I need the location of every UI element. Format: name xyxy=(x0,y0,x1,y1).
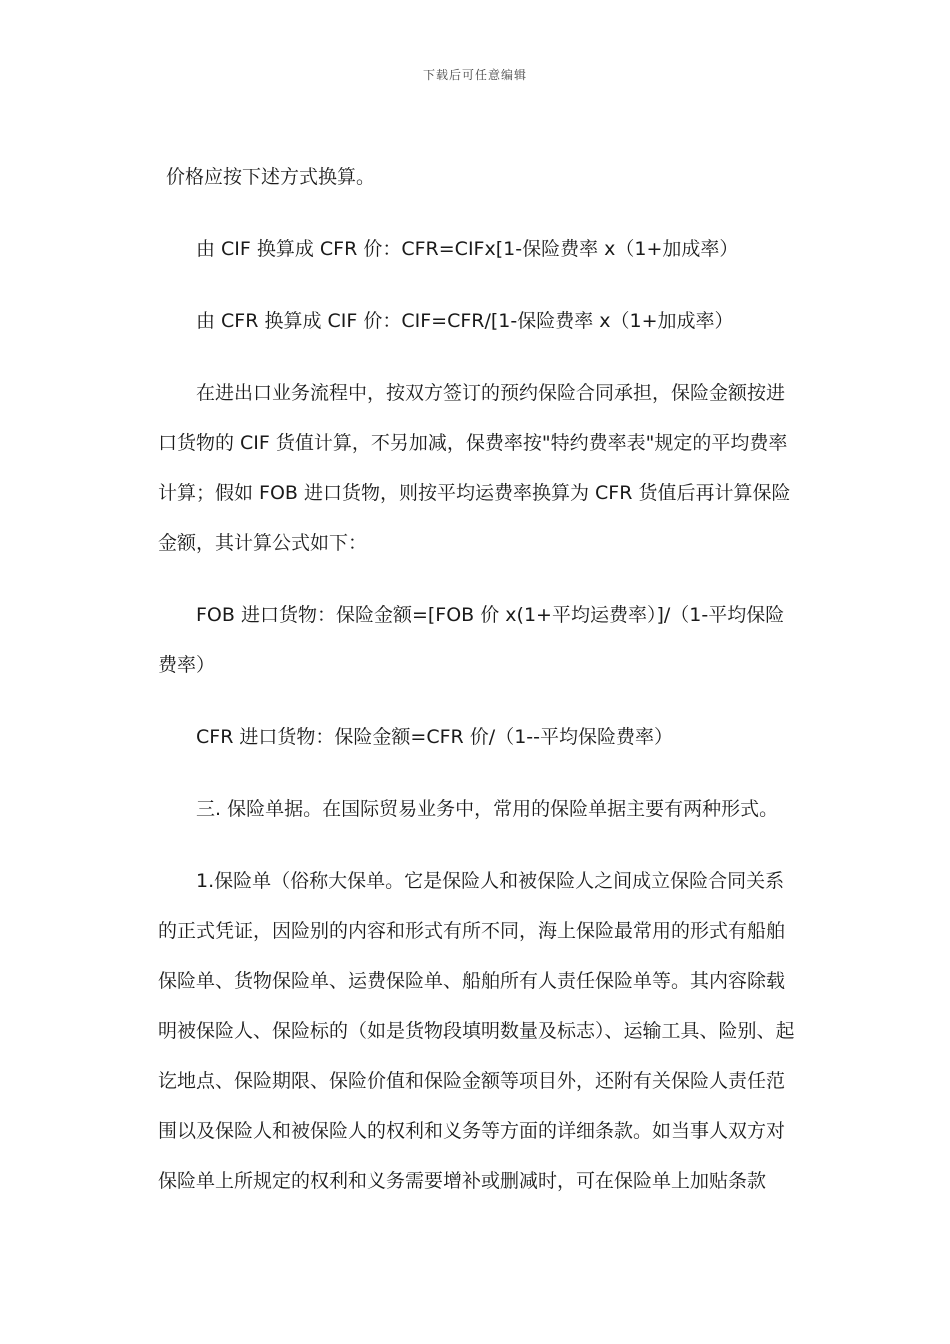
paragraph-insurance-policy: 1.保险单（俗称大保单。它是保险人和被保险人之间成立保险合同关系的正式凭证，因险别的内容和形式有所不同，海上保险最常用的形式有船舶保险单、货物保险单、运费保险单、船舶所有人责任保险单等。其内容除载明被保险人、保险标的（如是货物段填明数量及标志）、运输工具、险别、起讫地点、保险期限、保险价值和保险金额等项目外，还附有关保险人责任范围以及保险人和被保险人的权利和义务等方面的详细条款。如当事人双方对保险单上所规定的权利和义务需要增补或删减时，可在保险单上加贴条款 xyxy=(158,870,795,1192)
formula-fob-import: FOB 进口货物：保险金额=[FOB 价 x(1+平均运费率）]/（1-平均保险费率） xyxy=(158,604,785,676)
document-body xyxy=(158,152,798,1228)
formula-cfr-to-cif: 由 CFR 换算成 CIF 价：CIF=CFR/[1-保险费率 x（1+加成率） xyxy=(196,310,734,332)
formula-cif-to-cfr: 由 CIF 换算成 CFR 价：CFR=CIFx[1-保险费率 x（1+加成率） xyxy=(196,238,739,260)
page-header: 下载后可任意编辑 xyxy=(422,68,527,82)
paragraph-intro: 价格应按下述方式换算。 xyxy=(166,166,376,188)
section-heading-insurance-documents: 三. 保险单据。在国际贸易业务中，常用的保险单据主要有两种形式。 xyxy=(196,798,779,820)
paragraph-import-insurance: 在进出口业务流程中，按双方签订的预约保险合同承担，保险金额按进口货物的 CIF 货值计算，不另加减，保费率按"特约费率表"规定的平均费率计算；假如 FOB 进口货物，则按平均运费率换算为 CFR 货值后再计算保险金额，其计算公式如下： xyxy=(158,382,791,554)
formula-cfr-import: CFR 进口货物：保险金额=CFR 价/（1--平均保险费率） xyxy=(196,726,673,748)
